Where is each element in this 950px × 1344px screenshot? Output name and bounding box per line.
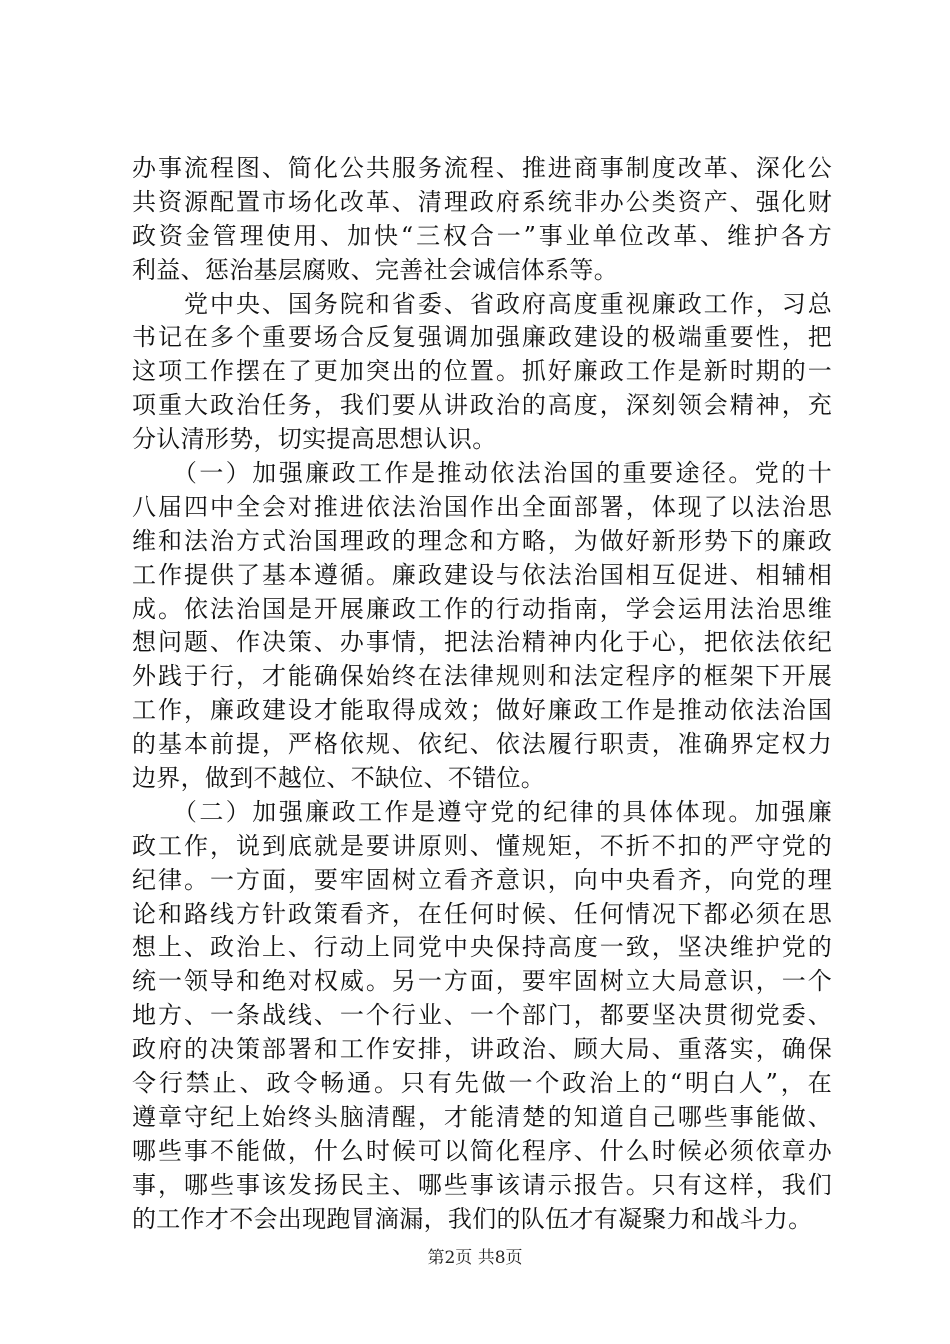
text-line: 政资金管理使用、加快“三权合一”事业单位改革、维护各方 [132,221,832,250]
paragraph-4 [132,796,832,1237]
text-line: 事，哪些事该发扬民主、哪些事该请示报告。只有这样，我们 [132,1170,832,1199]
text-line: 政工作，说到底就是要讲原则、懂规矩，不折不扣的严守党的 [132,831,832,860]
text-line: 共资源配置市场化改革、清理政府系统非办公类资产、强化财 [132,187,832,216]
text-line: 边界，做到不越位、不缺位、不错位。 [132,764,546,793]
text-line: 遵章守纪上始终头脑清醒，才能清楚的知道自己哪些事能做、 [132,1102,832,1131]
paragraph-2 [132,288,832,457]
text-line: 论和路线方针政策看齐，在任何时候、任何情况下都必须在思 [132,899,832,928]
text-line: 八届四中全会对推进依法治国作出全面部署，体现了以法治思 [132,492,832,521]
text-line: 纪律。一方面，要牢固树立看齐意识，向中央看齐，向党的理 [132,865,832,894]
text-line: 办事流程图、简化公共服务流程、推进商事制度改革、深化公 [132,154,832,182]
text-line: 政府的决策部署和工作安排，讲政治、顾大局、重落实，确保 [132,1035,832,1064]
page-number-footer: 第2页 共8页 [427,1248,523,1268]
text-line: 外践于行，才能确保始终在法律规则和法定程序的框架下开展 [132,662,832,691]
text-line: 哪些事不能做，什么时候可以简化程序、什么时候必须依章办 [132,1136,832,1165]
text-line: （一）加强廉政工作是推动依法治国的重要途径。党的十 [132,459,832,488]
text-line: 令行禁止、政令畅通。只有先做一个政治上的“明白人”，在 [132,1069,832,1098]
text-line: 书记在多个重要场合反复强调加强廉政建设的极端重要性，把 [132,323,832,352]
text-line: 分认清形势，切实提高思想认识。 [132,425,497,454]
body-text [132,152,832,1237]
text-line: 党中央、国务院和省委、省政府高度重视廉政工作，习总 [132,289,832,318]
paragraph-3 [132,457,832,796]
text-line: 想问题、作决策、办事情，把法治精神内化于心，把依法依纪 [132,628,832,657]
text-line: 这项工作摆在了更加突出的位置。抓好廉政工作是新时期的一 [132,357,832,386]
paragraph-1 [132,152,832,288]
text-line: （二）加强廉政工作是遵守党的纪律的具体体现。加强廉 [132,797,832,826]
text-line: 的工作才不会出现跑冒滴漏，我们的队伍才有凝聚力和战斗力。 [132,1204,813,1233]
text-line: 维和法治方式治国理政的理念和方略，为做好新形势下的廉政 [132,526,832,555]
text-line: 地方、一条战线、一个行业、一个部门，都要坚决贯彻党委、 [132,1001,832,1030]
text-line: 利益、惩治基层腐败、完善社会诚信体系等。 [132,255,618,284]
text-line: 成。依法治国是开展廉政工作的行动指南，学会运用法治思维 [132,594,832,623]
text-line: 项重大政治任务，我们要从讲政治的高度，深刻领会精神，充 [132,391,832,420]
text-line: 的基本前提，严格依规、依纪、依法履行职责，准确界定权力 [132,730,832,759]
text-line: 工作，廉政建设才能取得成效；做好廉政工作是推动依法治国 [132,696,832,725]
text-line: 统一领导和绝对权威。另一方面，要牢固树立大局意识，一个 [132,967,832,996]
text-line: 想上、政治上、行动上同党中央保持高度一致，坚决维护党的 [132,933,832,962]
text-line: 工作提供了基本遵循。廉政建设与依法治国相互促进、相辅相 [132,560,832,589]
